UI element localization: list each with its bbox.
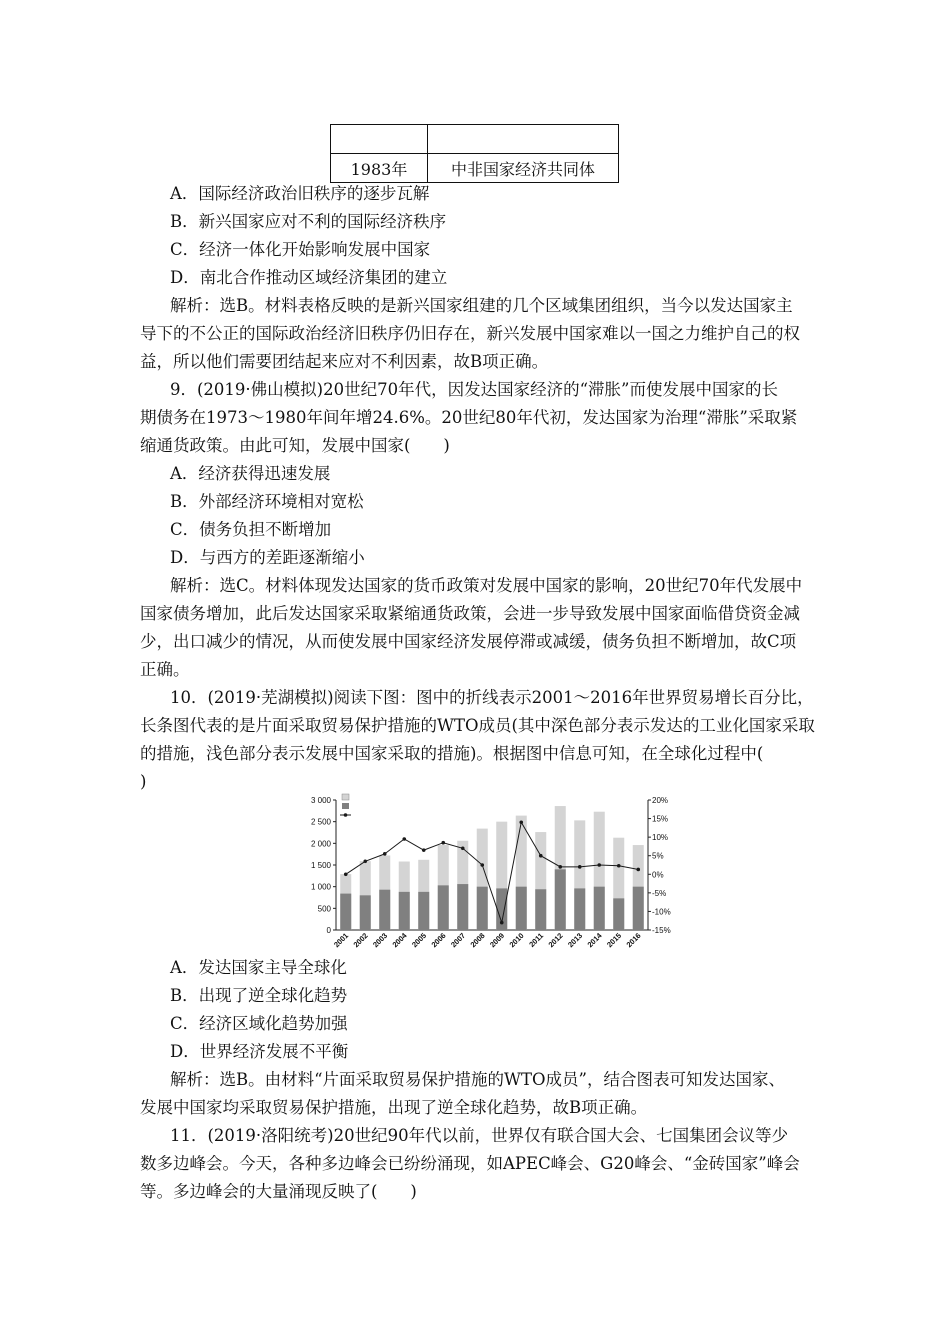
y-left-tick-label: 0 — [326, 926, 331, 935]
q8-option-d: D．南北合作推动区域经济集团的建立 — [170, 268, 448, 287]
growth-point — [597, 863, 601, 867]
q10-option-b: B．出现了逆全球化趋势 — [170, 986, 348, 1005]
q10-stem-line: ) — [140, 772, 147, 791]
q11-stem-line: 11．(2019·洛阳统考)20世纪90年代以前，世界仅有联合国大会、七国集团会议等少 — [170, 1126, 789, 1145]
q9-analysis-line: 少，出口减少的情况，从而使发展中国家经济发展停滞或减缓，债务负担不断增加，故C项 — [140, 632, 797, 651]
q9-option-a: A．经济获得迅速发展 — [170, 464, 331, 483]
table-cell-year: 1983年 — [331, 154, 428, 183]
x-tick-label: 2003 — [371, 931, 390, 950]
q11-stem-line: 数多边峰会。今天，各种多边峰会已纷纷涌现，如APEC峰会、G20峰会、“金砖国家”峰会 — [140, 1154, 800, 1173]
growth-point — [441, 841, 445, 845]
x-tick-label: 2014 — [585, 931, 604, 950]
table-row — [331, 125, 619, 154]
x-tick-label: 2001 — [332, 931, 351, 950]
y-right-tick-label: 0% — [652, 870, 664, 880]
growth-point — [539, 854, 543, 858]
bar-dark — [535, 889, 546, 930]
q8-analysis-line: 解析：选B。材料表格反映的是新兴国家组建的几个区域集团组织，当今以发达国家主 — [170, 296, 793, 315]
legend-light-swatch — [342, 794, 349, 800]
legend-line-marker — [344, 813, 348, 817]
bar-dark — [438, 885, 449, 930]
q9-stem-line: 9．(2019·佛山模拟)20世纪70年代，因发达国家经济的“滞胀”而使发展中国家的长 — [170, 380, 778, 399]
q10-analysis-line: 发展中国家均采取贸易保护措施，出现了逆全球化趋势，故B项正确。 — [140, 1098, 648, 1117]
table-cell-organization: 中非国家经济共同体 — [428, 154, 619, 183]
growth-point — [558, 865, 562, 869]
q9-option-d: D．与西方的差距逐渐缩小 — [170, 548, 365, 567]
y-left-tick-label: 500 — [317, 904, 331, 914]
q10-option-a: A．发达国家主导全球化 — [170, 958, 347, 977]
q11-stem-line: 等。多边峰会的大量涌现反映了( ) — [140, 1182, 417, 1201]
x-tick-label: 2011 — [527, 931, 546, 949]
growth-point — [461, 846, 465, 850]
x-tick-label: 2009 — [488, 931, 507, 950]
table-cell — [428, 125, 619, 154]
q8-analysis-line: 导下的不公正的国际政治经济旧秩序仍旧存在，新兴发展中国家难以一国之力维护自己的权 — [140, 324, 800, 343]
bar-dark — [477, 887, 488, 930]
q8-option-a: A．国际经济政治旧秩序的逐步瓦解 — [170, 184, 430, 203]
y-left-tick-label: 1 000 — [310, 882, 331, 892]
x-tick-label: 2016 — [624, 931, 643, 950]
y-right-tick-label: 10% — [652, 833, 669, 843]
q9-analysis-line: 解析：选C。材料体现发达国家的货币政策对发展中国家的影响，20世纪70年代发展中 — [170, 576, 803, 595]
x-tick-label: 2015 — [605, 931, 624, 950]
growth-point — [480, 863, 484, 867]
x-tick-label: 2004 — [390, 931, 409, 950]
bar-dark — [633, 887, 644, 930]
bar-dark — [360, 895, 371, 930]
bar-dark — [516, 887, 527, 930]
growth-point — [500, 921, 504, 925]
q10-stem-line: 长条图代表的是片面采取贸易保护措施的WTO成员(其中深色部分表示发达的工业化国家采取 — [140, 716, 815, 735]
table-cell — [331, 125, 428, 154]
growth-point — [344, 872, 348, 876]
x-tick-label: 2005 — [410, 931, 429, 950]
growth-point — [578, 865, 582, 869]
growth-point — [519, 820, 523, 824]
bar-dark — [418, 892, 429, 930]
bar-dark — [555, 869, 566, 930]
x-tick-label: 2002 — [351, 931, 370, 950]
x-tick-label: 2010 — [507, 931, 526, 950]
y-left-tick-label: 1 500 — [310, 861, 331, 870]
y-right-tick-label: 15% — [652, 814, 669, 824]
q10-option-d: D．世界经济发展不平衡 — [170, 1042, 349, 1061]
bar-dark — [457, 884, 468, 930]
q9-stem-line: 期债务在1973～1980年间年增24.6%。20世纪80年代初，发达国家为治理“滞胀”采取紧 — [140, 408, 798, 427]
bar-dark — [574, 888, 585, 930]
q8-analysis-line: 益，所以他们需要团结起来应对不利因素，故B项正确。 — [140, 352, 549, 371]
growth-point — [422, 848, 426, 852]
table-row — [331, 154, 619, 183]
q9-option-c: C．债务负担不断增加 — [170, 520, 332, 539]
y-right-tick-label: 5% — [652, 851, 664, 861]
x-tick-label: 2008 — [468, 931, 487, 950]
bar-dark — [340, 894, 351, 930]
growth-point — [636, 868, 640, 872]
q10-option-c: C．经济区域化趋势加强 — [170, 1014, 348, 1033]
growth-point — [383, 852, 387, 856]
growth-point — [402, 837, 406, 841]
bar-dark — [613, 898, 624, 930]
y-left-tick-label: 2 500 — [310, 817, 331, 827]
legend-dark-swatch — [342, 803, 349, 809]
x-tick-label: 2012 — [546, 931, 565, 950]
q9-stem-line: 缩通货政策。由此可知，发展中国家( ) — [140, 436, 450, 455]
region-table — [330, 124, 619, 183]
y-left-tick-label: 3 000 — [310, 796, 331, 805]
y-left-tick-label: 2 000 — [310, 839, 331, 849]
q10-stem-line: 10．(2019·芜湖模拟)阅读下图：图中的折线表示2001～2016年世界贸易增长百分比， — [170, 688, 814, 707]
q8-option-c: C．经济一体化开始影响发展中国家 — [170, 240, 431, 259]
bar-dark — [594, 887, 605, 930]
x-tick-label: 2007 — [449, 931, 468, 950]
q10-stem-line: 的措施，浅色部分表示发展中国家采取的措施)。根据图中信息可知，在全球化过程中( — [140, 744, 764, 763]
growth-point — [617, 864, 621, 868]
growth-point — [363, 859, 367, 863]
y-right-tick-label: -10% — [652, 907, 671, 917]
q9-analysis-line: 国家债务增加，此后发达国家采取紧缩通货政策，会进一步导致发展中国家面临借贷资金减 — [140, 604, 800, 623]
bar-dark — [379, 890, 390, 930]
x-tick-label: 2013 — [566, 931, 585, 950]
x-tick-label: 2006 — [429, 931, 448, 950]
q9-option-b: B．外部经济环境相对宽松 — [170, 492, 364, 511]
q10-analysis-line: 解析：选B。由材料“片面采取贸易保护措施的WTO成员”，结合图表可知发达国家、 — [170, 1070, 785, 1089]
y-right-tick-label: -5% — [652, 888, 667, 898]
q9-analysis-line: 正确。 — [140, 660, 190, 679]
trade-chart — [300, 790, 671, 950]
bar-dark — [399, 892, 410, 930]
y-right-tick-label: 20% — [652, 796, 669, 805]
y-right-tick-label: -15% — [652, 926, 671, 935]
q8-option-b: B．新兴国家应对不利的国际经济秩序 — [170, 212, 447, 231]
